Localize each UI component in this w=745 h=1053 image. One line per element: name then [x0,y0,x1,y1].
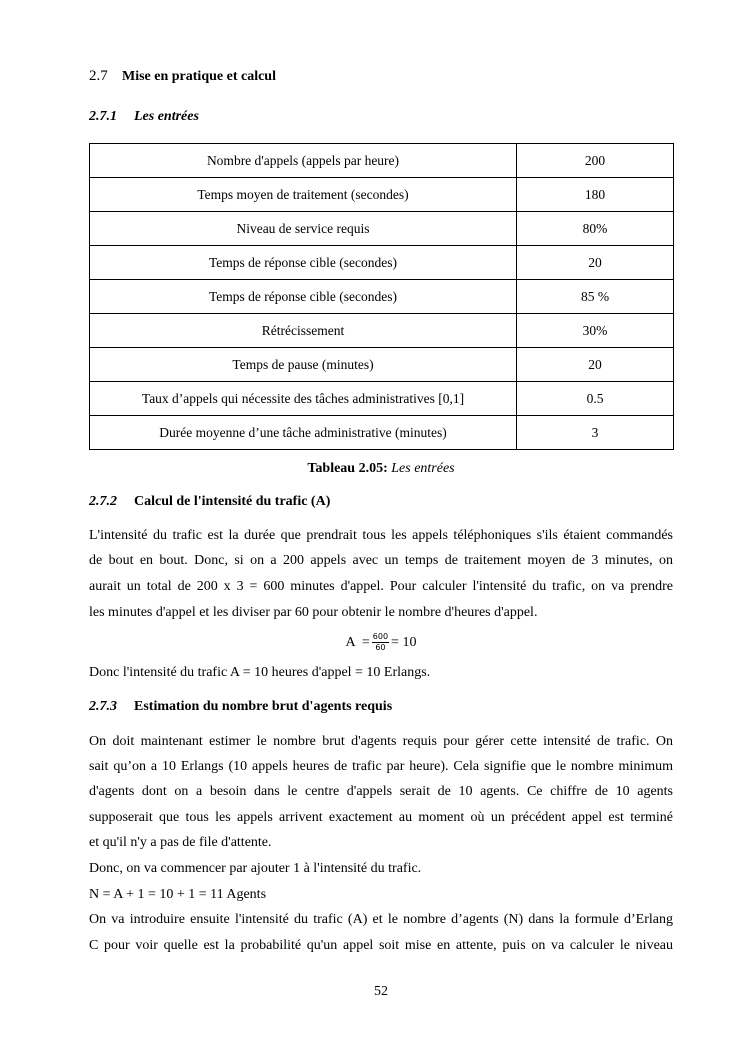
section-number: 2.7 [89,68,108,84]
parameter-cell: Temps de réponse cible (secondes) [90,246,517,280]
text-line: d'agents dont on a besoin dans le centre d'appels serait de 10 agents. Ce chiffre de 10 agents [89,784,673,799]
text-line: On va introduire ensuite l'intensité du trafic (A) et le nombre d’agents (N) dans la formule d’Erlang [89,912,673,927]
text-line: Donc, on va commencer par ajouter 1 à l'intensité du trafic. [89,861,422,876]
parameter-cell: Taux d’appels qui nécessite des tâches administratives [0,1] [90,382,517,416]
fraction [372,632,389,653]
text-line: supposerait que tous les appels arrivent exactement au moment où un précédent appel est terminé [89,810,673,825]
parameter-cell: Durée moyenne d’une tâche administrative (minutes) [90,416,517,450]
subsection-number: 2.7.2 [89,494,117,509]
parameter-cell: Temps de réponse cible (secondes) [90,280,517,314]
text-line: de bout en bout. Donc, si on a 200 appels avec un temps de traitement moyen de 3 minutes, on [89,553,673,568]
section-heading [89,66,673,86]
formula-rhs: = 10 [391,635,417,650]
table-row [90,416,674,450]
subsection-number: 2.7.3 [89,699,117,714]
numerator: 600 [372,632,389,642]
inputs-table [89,143,674,450]
text-line: les minutes d'appel et les diviser par 60 pour obtenir le nombre d'heures d'appel. [89,605,538,620]
formula-lhs: A = [345,635,370,650]
subsection-heading-3 [89,697,673,717]
parameter-cell: Temps de pause (minutes) [90,348,517,382]
table-row [90,348,674,382]
table-row [90,246,674,280]
text-line: L'intensité du trafic est la durée que prendrait tous les appels téléphoniques s'ils étaient commandés [89,528,673,543]
table-row [90,178,674,212]
parameter-cell: Niveau de service requis [90,212,517,246]
value-cell: 200 [517,144,674,178]
subsection-title: Les entrées [134,109,199,124]
subsection-heading-1 [89,107,673,127]
denominator: 60 [375,643,386,653]
subsection-title: Estimation du nombre brut d'agents requis [134,699,393,714]
value-cell: 30% [517,314,674,348]
parameter-cell: Nombre d'appels (appels par heure) [90,144,517,178]
text-line: Donc l'intensité du trafic A = 10 heures d'appel = 10 Erlangs. [89,665,431,680]
page-number: 52 [374,984,388,999]
parameter-cell: Rétrécissement [90,314,517,348]
value-cell: 80% [517,212,674,246]
subsection-number: 2.7.1 [89,109,117,124]
subsection-title: Calcul de l'intensité du trafic (A) [134,494,331,509]
caption-text: Les entrées [391,461,455,476]
text-line: et qu'il n'y a pas de file d'attente. [89,835,272,850]
value-cell: 85 % [517,280,674,314]
text-line: On doit maintenant estimer le nombre brut d'agents requis pour gérer cette intensité de trafic. On [89,734,673,749]
text-line: sait qu’on a 10 Erlangs (10 appels heures de trafic par heure). Cela signifie que le nombre minimum [89,759,673,774]
subsection-heading-2 [89,492,673,512]
table-row [90,280,674,314]
section-title: Mise en pratique et calcul [122,69,276,84]
table-row [90,314,674,348]
text-line: aurait un total de 200 x 3 = 600 minutes d'appel. Pour calculer l'intensité du trafic, on va prendre [89,579,673,594]
table-row [90,382,674,416]
value-cell: 20 [517,348,674,382]
table-caption [89,459,673,479]
value-cell: 3 [517,416,674,450]
table-row [90,144,674,178]
formula [89,630,673,656]
value-cell: 20 [517,246,674,280]
value-cell: 180 [517,178,674,212]
text-line: C pour voir quelle est la probabilité qu'un appel soit mise en attente, puis on va calculer le niveau [89,938,673,953]
text-line: N = A + 1 = 10 + 1 = 11 Agents [89,887,267,902]
parameter-cell: Temps moyen de traitement (secondes) [90,178,517,212]
value-cell: 0.5 [517,382,674,416]
caption-label: Tableau 2.05: [307,461,388,476]
table-row [90,212,674,246]
